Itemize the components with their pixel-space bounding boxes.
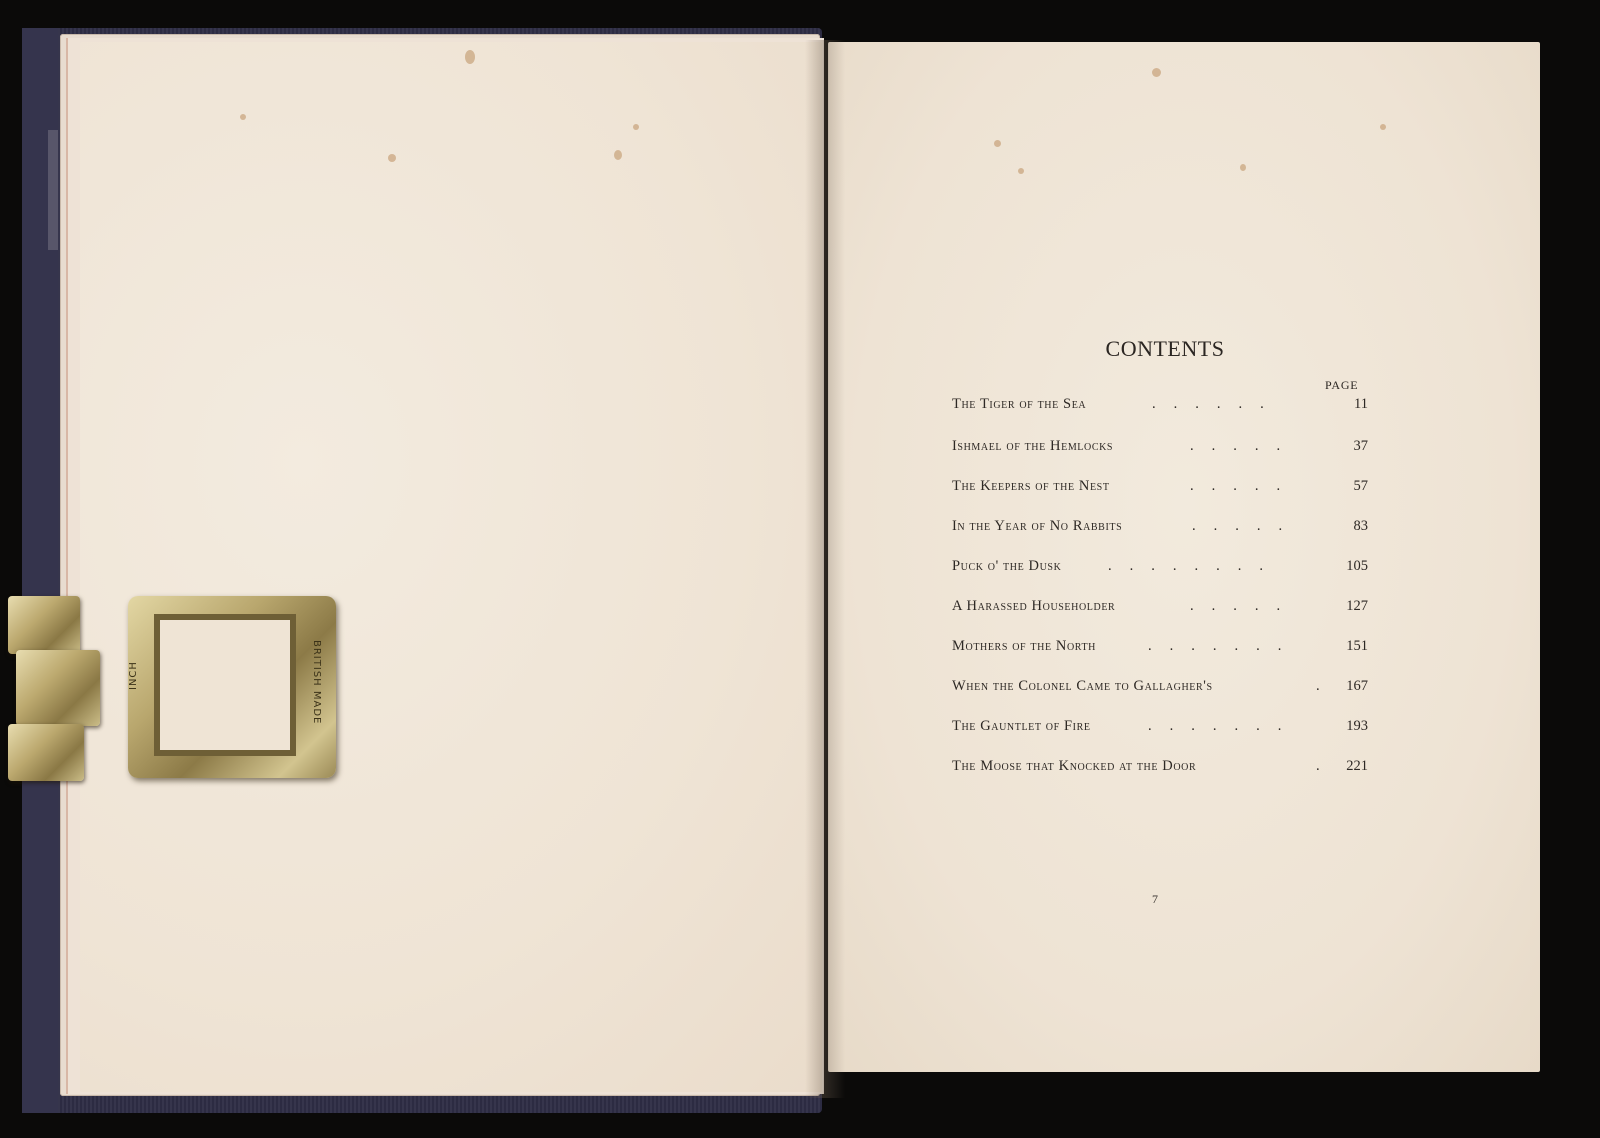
entry-page: 105 — [1346, 558, 1368, 574]
foxing-spot — [633, 124, 639, 130]
left-page-blank — [80, 42, 822, 1092]
dot-leader: ..... — [1192, 518, 1301, 534]
contents-entry — [952, 718, 1372, 744]
entry-title: Mothers of the North — [952, 638, 1096, 654]
entry-title: The Gauntlet of Fire — [952, 718, 1091, 734]
entry-title: The Moose that Knocked at the Door — [952, 758, 1197, 774]
clip-inch-label: INCH — [128, 661, 139, 690]
contents-entry — [952, 758, 1372, 784]
foxing-spot — [1152, 68, 1161, 77]
entry-page: 57 — [1353, 478, 1368, 494]
contents-entry — [952, 396, 1372, 422]
dot-leader: ..... — [1190, 598, 1299, 614]
dot-leader: . — [1316, 678, 1338, 694]
dot-leader: ....... — [1148, 718, 1300, 734]
foxing-spot — [614, 150, 622, 160]
contents-entry — [952, 518, 1372, 544]
foxing-spot — [240, 114, 246, 120]
book-gutter — [805, 40, 845, 1098]
entry-title: The Tiger of the Sea — [952, 396, 1087, 412]
page-column-label: PAGE — [1325, 378, 1359, 392]
right-page-contents — [828, 42, 1540, 1072]
foxing-spot — [1380, 124, 1386, 130]
contents-entry — [952, 638, 1372, 664]
entry-page: 127 — [1346, 598, 1368, 614]
entry-page: 83 — [1353, 518, 1368, 534]
entry-title: Ishmael of the Hemlocks — [952, 438, 1114, 454]
entry-page: 11 — [1354, 396, 1368, 412]
entry-page: 151 — [1346, 638, 1368, 654]
foxing-spot — [465, 50, 475, 64]
dot-leader: ........ — [1108, 558, 1281, 574]
page-clip-hinge — [8, 596, 148, 781]
contents-heading: CONTENTS — [1105, 336, 1225, 361]
entry-page: 193 — [1346, 718, 1368, 734]
page-clip-window — [154, 614, 296, 756]
clip-made-label: BRITISH MADE — [311, 640, 322, 725]
entry-page: 221 — [1346, 758, 1368, 774]
contents-entry — [952, 478, 1372, 504]
contents-entry — [952, 678, 1372, 704]
entry-page: 37 — [1353, 438, 1368, 454]
dot-leader: ...... — [1152, 396, 1282, 412]
hinge-middle — [16, 650, 100, 726]
hinge-top — [8, 596, 80, 654]
contents-entry — [952, 598, 1372, 624]
contents-entry — [952, 558, 1372, 584]
contents-entry — [952, 438, 1372, 464]
entry-title: Puck o' the Dusk — [952, 558, 1062, 574]
entry-page: 167 — [1346, 678, 1368, 694]
foxing-spot — [388, 154, 396, 162]
entry-title: When the Colonel Came to Gallagher's — [952, 678, 1213, 694]
dot-leader: . — [1316, 758, 1338, 774]
foxing-spot — [1018, 168, 1024, 174]
dot-leader: ..... — [1190, 478, 1299, 494]
hinge-bottom — [8, 724, 84, 781]
dot-leader: ....... — [1148, 638, 1300, 654]
dot-leader: ..... — [1190, 438, 1299, 454]
entry-title: A Harassed Householder — [952, 598, 1116, 614]
foxing-spot — [1240, 164, 1246, 171]
entry-title: The Keepers of the Nest — [952, 478, 1110, 494]
page-folio-number: 7 — [1152, 892, 1158, 906]
cover-edge-highlight — [48, 130, 58, 250]
entry-title: In the Year of No Rabbits — [952, 518, 1123, 534]
foxing-spot — [994, 140, 1001, 147]
